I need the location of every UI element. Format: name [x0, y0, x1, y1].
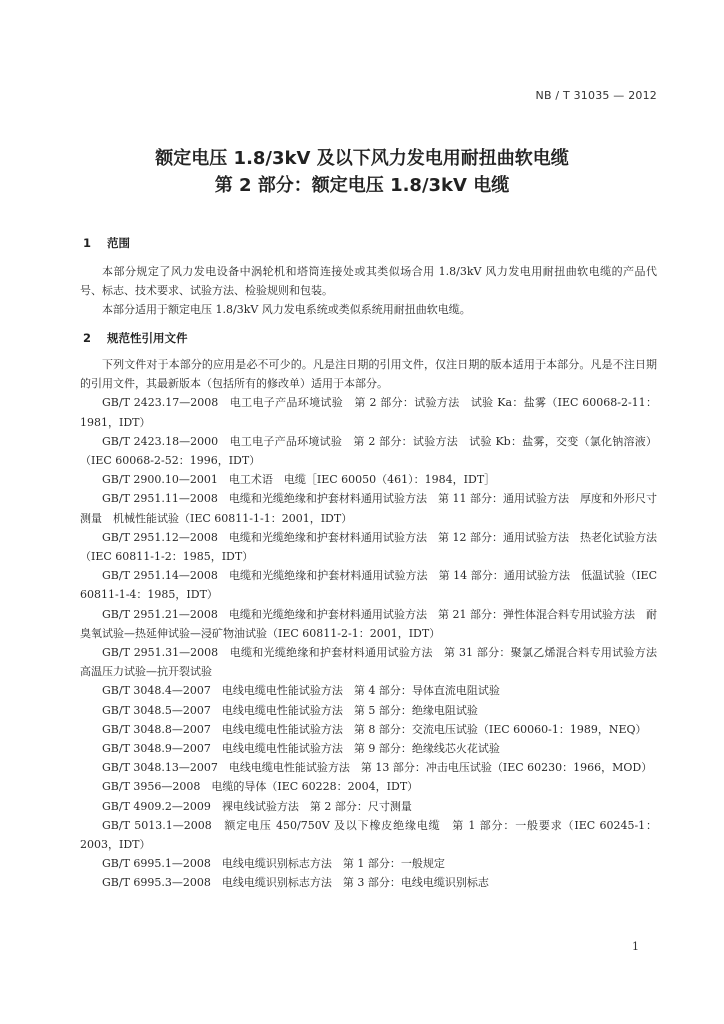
- reference-entry: GB/T 3048.9—2007 电线电缆电性能试验方法 第 9 部分：绝缘线芯火花试验: [102, 742, 500, 756]
- reference-entry: GB/T 3048.8—2007 电线电缆电性能试验方法 第 8 部分：交流电压试验（IEC 60060-1：1989，NEQ）: [102, 722, 647, 736]
- reference-entry: GB/T 6995.1—2008 电线电缆识别标志方法 第 1 部分：一般规定: [102, 857, 445, 871]
- section-number: 1: [83, 236, 92, 250]
- page-number: 1: [632, 940, 639, 953]
- section-body-scope: [80, 262, 657, 320]
- reference-entry: GB/T 2900.10—2001 电工术语 电缆［IEC 60050（461）：1984，IDT］: [102, 473, 496, 487]
- reference-entry: GB/T 2423.17—2008 电工电子产品环境试验 第 2 部分：试验方法 试验 Ka：盐雾（IEC 60068-2-11：1981，IDT）: [80, 396, 657, 429]
- section-heading-normative-references: [83, 330, 188, 346]
- reference-entry: GB/T 2951.31—2008 电缆和光缆绝缘和护套材料通用试验方法 第 31 部分：聚氯乙烯混合料专用试验方法 高温压力试验—抗开裂试验: [80, 646, 668, 679]
- reference-entry: GB/T 3048.5—2007 电线电缆电性能试验方法 第 5 部分：绝缘电阻试验: [102, 703, 478, 717]
- reference-entry: GB/T 3048.13—2007 电线电缆电性能试验方法 第 13 部分：冲击电压试验（IEC 60230：1966，MOD）: [102, 761, 653, 775]
- paragraph: 本部分适用于额定电压 1.8/3kV 风力发电系统或类似系统用耐扭曲软电缆。: [102, 303, 471, 317]
- reference-entry: GB/T 2951.11—2008 电缆和光缆绝缘和护套材料通用试验方法 第 11 部分：通用试验方法 厚度和外形尺寸测量 机械性能试验（IEC 60811-1-1：2001，IDT）: [80, 492, 657, 525]
- section-body-normative-references: [80, 355, 668, 893]
- standard-number: NB / T 31035 — 2012: [535, 89, 657, 102]
- paragraph: 下列文件对于本部分的应用是必不可少的。凡是注日期的引用文件，仅注日期的版本适用于本部分。凡是不注日期的引用文件，其最新版本（包括所有的修改单）适用于本部分。: [80, 358, 657, 391]
- reference-entry: GB/T 2951.14—2008 电缆和光缆绝缘和护套材料通用试验方法 第 14 部分：通用试验方法 低温试验（IEC 60811-1-4：1985，IDT）: [80, 569, 657, 602]
- reference-entry: GB/T 2423.18—2000 电工电子产品环境试验 第 2 部分：试验方法 试验 Kb：盐雾，交变（氯化钠溶液）（IEC 60068-2-52：1996，IDT）: [80, 434, 657, 468]
- reference-entry: GB/T 2951.12—2008 电缆和光缆绝缘和护套材料通用试验方法 第 12 部分：通用试验方法 热老化试验方法（IEC 60811-1-2：1985，IDT）: [80, 530, 657, 564]
- reference-entry: GB/T 6995.3—2008 电线电缆识别标志方法 第 3 部分：电线电缆识别标志: [102, 876, 489, 890]
- section-heading-scope: [83, 235, 130, 251]
- reference-entry: GB/T 5013.1—2008 额定电压 450/750V 及以下橡皮绝缘电缆 第 1 部分：一般要求（IEC 60245-1：2003，IDT）: [80, 818, 657, 852]
- section-title: 范围: [107, 236, 130, 250]
- document-title-line-1: 额定电压 1.8/3kV 及以下风力发电用耐扭曲软电缆: [155, 148, 569, 169]
- reference-entry: GB/T 3048.4—2007 电线电缆电性能试验方法 第 4 部分：导体直流电阻试验: [102, 684, 500, 698]
- reference-entry: GB/T 3956—2008 电缆的导体（IEC 60228：2004，IDT）: [102, 780, 419, 794]
- section-number: 2: [83, 331, 92, 345]
- reference-entry: GB/T 2951.21—2008 电缆和光缆绝缘和护套材料通用试验方法 第 21 部分：弹性体混合料专用试验方法 耐臭氧试验—热延伸试验—浸矿物油试验（IEC 60811-2-1：2001，IDT）: [80, 607, 657, 640]
- section-title: 规范性引用文件: [107, 331, 188, 345]
- paragraph: 本部分规定了风力发电设备中涡轮机和塔筒连接处或其类似场合用 1.8/3kV 风力发电用耐扭曲软电缆的产品代号、标志、技术要求、试验方法、检验规则和包装。: [80, 265, 657, 298]
- document-title-line-2: 第 2 部分：额定电压 1.8/3kV 电缆: [214, 175, 510, 196]
- reference-entry: GB/T 4909.2—2009 裸电线试验方法 第 2 部分：尺寸测量: [102, 799, 412, 813]
